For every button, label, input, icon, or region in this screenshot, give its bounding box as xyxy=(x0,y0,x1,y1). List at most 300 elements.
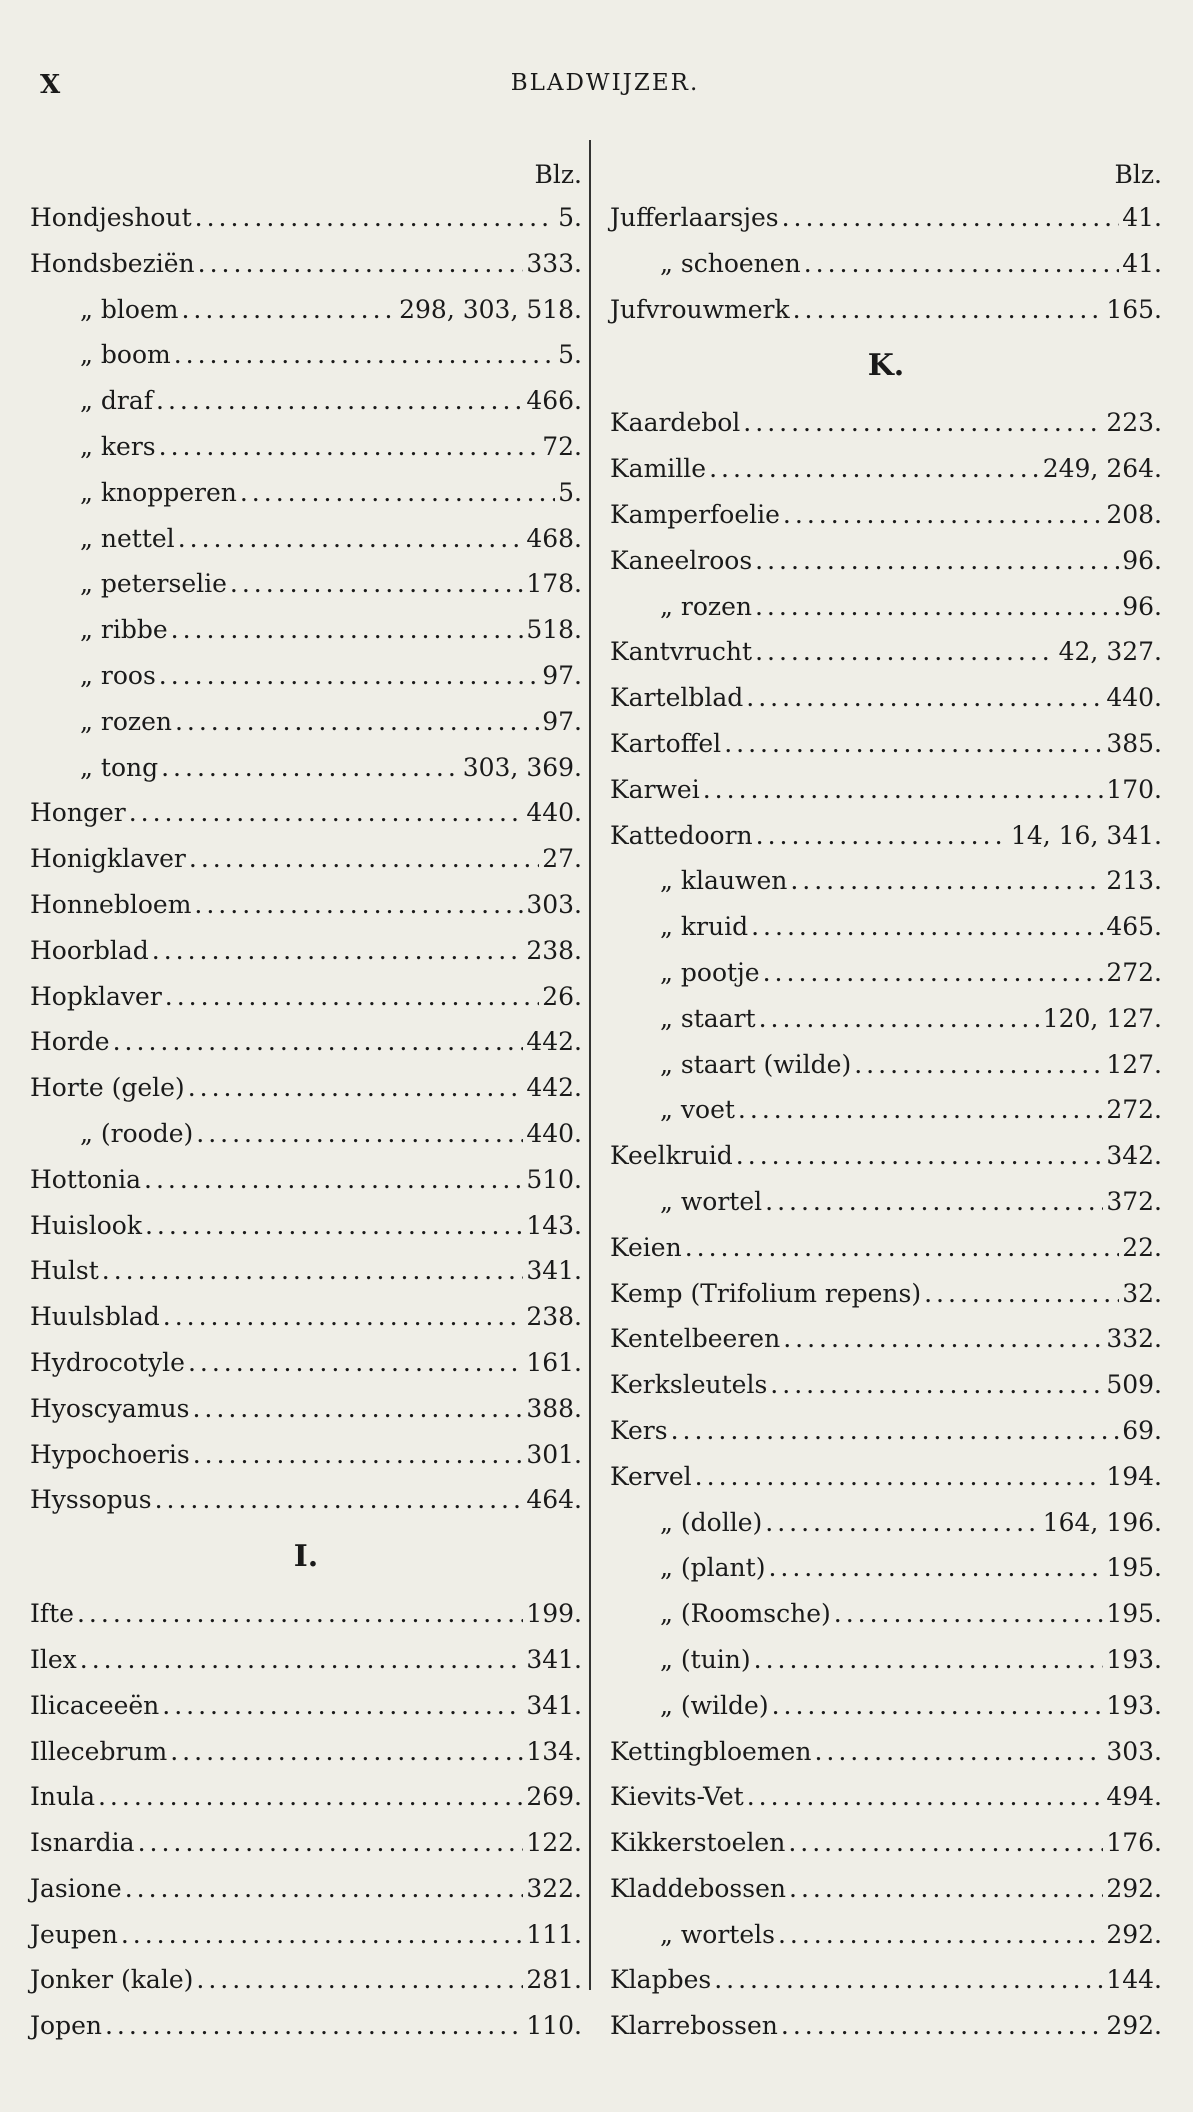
entry-term: Keien xyxy=(610,1232,682,1262)
entry-pages: 223. xyxy=(1106,408,1162,438)
index-entry xyxy=(30,1019,582,1065)
dot-leader xyxy=(138,1820,524,1866)
entry-term: Kievits-Vet xyxy=(610,1782,744,1812)
index-entry xyxy=(610,400,1162,446)
entry-pages: 97. xyxy=(542,660,582,690)
entry-term: Kers xyxy=(610,1415,668,1445)
index-entry xyxy=(610,1545,1162,1591)
entry-pages: 509. xyxy=(1106,1370,1162,1400)
entry-term: Kamperfoelie xyxy=(610,499,780,529)
index-entry xyxy=(610,1179,1162,1225)
index-entry xyxy=(610,950,1162,996)
entry-term: Karwei xyxy=(610,774,700,804)
index-entry xyxy=(30,332,582,378)
index-entry xyxy=(610,675,1162,721)
index-entry xyxy=(610,1866,1162,1912)
entry-pages: 292. xyxy=(1106,1919,1162,1949)
entry-term: Jonker (kale) xyxy=(30,1965,194,1995)
entry-pages: 96. xyxy=(1122,545,1162,575)
entry-term: „ (wilde) xyxy=(660,1690,769,1720)
dot-leader xyxy=(671,1408,1120,1454)
entry-pages: 42, 327. xyxy=(1058,637,1162,667)
entry-pages: 272. xyxy=(1106,957,1162,987)
dot-leader xyxy=(156,378,523,424)
entry-term: Hulst xyxy=(30,1256,99,1286)
entry-term: „ pootje xyxy=(660,957,760,987)
dot-leader xyxy=(770,1362,1103,1408)
entry-pages: 22. xyxy=(1122,1232,1162,1262)
entry-term: Huulsblad xyxy=(30,1302,160,1332)
entry-pages: 208. xyxy=(1106,499,1162,529)
entry-pages: 5. xyxy=(558,340,582,370)
entry-term: Jasione xyxy=(30,1873,122,1903)
index-entry xyxy=(610,1683,1162,1729)
dot-leader xyxy=(193,1432,524,1478)
index-entry xyxy=(30,1866,582,1912)
dot-leader xyxy=(171,607,524,653)
entry-pages: 341. xyxy=(526,1644,582,1674)
dot-leader xyxy=(161,745,460,791)
entry-pages: 5. xyxy=(558,203,582,232)
entry-pages: 111. xyxy=(526,1919,582,1949)
entry-pages: 32. xyxy=(1122,1278,1162,1308)
dot-leader xyxy=(782,195,1120,241)
dot-leader xyxy=(152,928,524,974)
entry-pages: 120, 127. xyxy=(1042,1003,1162,1033)
dot-leader xyxy=(195,195,556,241)
entry-term: Isnardia xyxy=(30,1828,135,1858)
index-entry xyxy=(610,1820,1162,1866)
entry-pages: 342. xyxy=(1106,1141,1162,1171)
entry-pages: 494. xyxy=(1106,1782,1162,1812)
entry-term: „ (plant) xyxy=(660,1553,766,1583)
index-entry xyxy=(30,790,582,836)
entry-term: „ roos xyxy=(80,660,156,690)
dot-leader xyxy=(144,1157,523,1203)
entry-pages: 442. xyxy=(526,1027,582,1057)
dot-leader xyxy=(768,1545,1103,1591)
entry-term: „ voet xyxy=(660,1095,735,1125)
entry-pages: 249, 264. xyxy=(1042,454,1162,484)
dot-leader xyxy=(763,950,1104,996)
dot-leader xyxy=(755,584,1119,630)
dot-leader xyxy=(129,790,524,836)
index-entry xyxy=(610,1042,1162,1088)
page-number: X xyxy=(40,70,61,100)
entry-pages: 303. xyxy=(526,889,582,919)
entry-pages: 332. xyxy=(1106,1324,1162,1354)
entry-term: Jopen xyxy=(30,2011,102,2041)
entry-term: „ tong xyxy=(80,752,159,782)
index-entry xyxy=(610,1087,1162,1133)
entry-term: „ wortel xyxy=(660,1186,763,1216)
index-entry xyxy=(610,996,1162,1042)
entry-term: Kemp (Trifolium repens) xyxy=(610,1278,922,1308)
index-entry xyxy=(30,1637,582,1683)
index-entry xyxy=(610,629,1162,675)
entry-pages: 72. xyxy=(542,431,582,461)
index-entry xyxy=(610,241,1162,287)
entry-term: Horte (gele) xyxy=(30,1073,185,1103)
entry-pages: 464. xyxy=(526,1485,582,1515)
entry-term: Jeupen xyxy=(30,1919,118,1949)
index-entry xyxy=(610,1774,1162,1820)
entry-pages: 292. xyxy=(1106,1873,1162,1903)
dot-leader xyxy=(765,1500,1039,1546)
dot-leader xyxy=(155,1477,524,1523)
index-entry xyxy=(30,1248,582,1294)
dot-leader xyxy=(77,1591,523,1637)
index-entry xyxy=(30,1386,582,1432)
dot-leader xyxy=(788,1820,1103,1866)
index-entry xyxy=(30,745,582,791)
index-entry xyxy=(30,1729,582,1775)
entry-pages: 97. xyxy=(542,706,582,736)
entry-term: Hypochoeris xyxy=(30,1439,190,1469)
dot-leader xyxy=(747,1774,1104,1820)
index-entry xyxy=(30,561,582,607)
left-entries-bottom xyxy=(30,1591,582,2049)
entry-term: Kikkerstoelen xyxy=(610,1828,786,1858)
entry-pages: 143. xyxy=(526,1210,582,1240)
entry-pages: 341. xyxy=(526,1690,582,1720)
entry-term: „ (dolle) xyxy=(660,1507,763,1537)
index-entry xyxy=(30,607,582,653)
entry-pages: 194. xyxy=(1106,1461,1162,1491)
dot-leader xyxy=(685,1225,1120,1271)
entry-term: Hottonia xyxy=(30,1164,141,1194)
dot-leader xyxy=(834,1591,1104,1637)
dot-leader xyxy=(783,492,1103,538)
dot-leader xyxy=(714,1957,1103,2003)
entry-term: Kettingbloemen xyxy=(610,1736,812,1766)
entry-pages: 178. xyxy=(526,569,582,599)
index-entry xyxy=(30,241,582,287)
entry-pages: 388. xyxy=(526,1393,582,1423)
dot-leader xyxy=(192,1386,523,1432)
entry-pages: 195. xyxy=(1106,1553,1162,1583)
entry-term: Hyssopus xyxy=(30,1485,152,1515)
dot-leader xyxy=(755,629,1056,675)
index-entry xyxy=(30,836,582,882)
dot-leader xyxy=(814,1729,1103,1775)
page-header xyxy=(40,70,1170,110)
entry-term: Kaneelroos xyxy=(610,545,753,575)
entry-term: „ (tuin) xyxy=(660,1644,751,1674)
index-entry xyxy=(610,287,1162,333)
entry-pages: 303, 369. xyxy=(462,752,582,782)
index-entry xyxy=(610,1454,1162,1500)
entry-pages: 440. xyxy=(526,798,582,828)
entry-term: „ kers xyxy=(80,431,156,461)
dot-leader xyxy=(772,1683,1104,1729)
dot-leader xyxy=(240,470,555,516)
entry-term: Ilicaceeën xyxy=(30,1690,160,1720)
entry-term: Hondsbeziën xyxy=(30,248,195,278)
entry-pages: 165. xyxy=(1106,294,1162,324)
index-entry xyxy=(610,584,1162,630)
index-entry xyxy=(30,1203,582,1249)
dot-leader xyxy=(188,1065,524,1111)
index-entry xyxy=(610,1591,1162,1637)
dot-leader xyxy=(230,561,523,607)
dot-leader xyxy=(789,1866,1103,1912)
dot-leader xyxy=(165,974,539,1020)
entry-pages: 466. xyxy=(526,386,582,416)
entry-term: „ ribbe xyxy=(80,615,168,645)
dot-leader xyxy=(793,287,1104,333)
index-entry xyxy=(610,904,1162,950)
entry-term: „ (Roomsche) xyxy=(660,1599,831,1629)
dot-leader xyxy=(746,675,1103,721)
left-entries-top xyxy=(30,195,582,1523)
dot-leader xyxy=(738,1087,1103,1133)
dot-leader xyxy=(854,1042,1103,1088)
section-letter-k: K. xyxy=(867,348,905,384)
entry-term: Horde xyxy=(30,1027,110,1057)
column-divider xyxy=(589,140,591,1990)
dot-leader xyxy=(783,1316,1103,1362)
dot-leader xyxy=(778,1912,1103,1958)
dot-leader xyxy=(759,996,1040,1042)
dot-leader xyxy=(751,904,1103,950)
entry-term: „ (roode) xyxy=(80,1118,194,1148)
entry-term: Hydrocotyle xyxy=(30,1347,185,1377)
index-entry xyxy=(30,1432,582,1478)
entry-pages: 170. xyxy=(1106,774,1162,804)
dot-leader xyxy=(703,767,1104,813)
entry-term: Keelkruid xyxy=(610,1141,733,1171)
entry-term: „ rozen xyxy=(660,591,752,621)
right-index-column xyxy=(610,155,1162,2049)
entry-pages: 272. xyxy=(1106,1095,1162,1125)
dot-leader xyxy=(781,2003,1103,2049)
dot-leader xyxy=(709,446,1040,492)
entry-term: „ draf xyxy=(80,386,154,416)
section-letter-i: I. xyxy=(293,1539,319,1575)
entry-pages: 372. xyxy=(1106,1186,1162,1216)
index-entry xyxy=(610,1957,1162,2003)
entry-term: Kartoffel xyxy=(610,728,722,758)
entry-term: „ klauwen xyxy=(660,866,788,896)
entry-term: „ nettel xyxy=(80,523,175,553)
entry-term: Honnebloem xyxy=(30,889,192,919)
entry-pages: 465. xyxy=(1106,912,1162,942)
index-entry xyxy=(30,424,582,470)
entry-term: Honger xyxy=(30,798,126,828)
right-entries-bottom xyxy=(610,400,1162,2049)
index-entry xyxy=(30,2003,582,2049)
entry-pages: 442. xyxy=(526,1073,582,1103)
running-title: BLADWIJZER. xyxy=(510,70,700,96)
entry-pages: 440. xyxy=(1106,683,1162,713)
dot-leader xyxy=(121,1912,524,1958)
dot-leader xyxy=(162,1683,523,1729)
index-entry xyxy=(610,1500,1162,1546)
dot-leader xyxy=(80,1637,524,1683)
entry-term: Klarrebossen xyxy=(610,2011,778,2041)
index-entry xyxy=(30,516,582,562)
index-entry xyxy=(30,1912,582,1958)
index-entry xyxy=(30,1591,582,1637)
blz-label: Blz. xyxy=(1114,160,1162,189)
entry-term: Hondjeshout xyxy=(30,203,192,232)
dot-leader xyxy=(189,836,539,882)
entry-pages: 193. xyxy=(1106,1690,1162,1720)
index-entry xyxy=(30,1683,582,1729)
entry-term: „ schoenen xyxy=(660,248,801,278)
entry-pages: 298, 303, 518. xyxy=(399,294,582,324)
entry-term: Kattedoorn xyxy=(610,820,753,850)
entry-pages: 5. xyxy=(558,477,582,507)
dot-leader xyxy=(743,400,1103,446)
entry-pages: 468. xyxy=(526,523,582,553)
dot-leader xyxy=(695,1454,1104,1500)
entry-pages: 385. xyxy=(1106,728,1162,758)
entry-pages: 333. xyxy=(526,248,582,278)
index-entry xyxy=(610,813,1162,859)
dot-leader xyxy=(754,1637,1104,1683)
index-entry xyxy=(610,195,1162,241)
index-entry xyxy=(610,1316,1162,1362)
index-entry xyxy=(610,2003,1162,2049)
entry-pages: 213. xyxy=(1106,866,1162,896)
dot-leader xyxy=(145,1203,523,1249)
entry-term: Kladdebossen xyxy=(610,1873,786,1903)
entry-term: Honigklaver xyxy=(30,844,186,874)
dot-leader xyxy=(98,1774,523,1820)
index-entry xyxy=(30,378,582,424)
entry-term: Jufferlaarsjes xyxy=(610,203,779,232)
entry-term: Ifte xyxy=(30,1599,74,1629)
dot-leader xyxy=(181,287,396,333)
index-entry xyxy=(610,1912,1162,1958)
entry-term: „ kruid xyxy=(660,912,749,942)
index-entry xyxy=(610,1271,1162,1317)
entry-term: „ knopperen xyxy=(80,477,237,507)
index-entry xyxy=(30,699,582,745)
entry-term: „ wortels xyxy=(660,1919,775,1949)
dot-leader xyxy=(924,1271,1119,1317)
index-entry xyxy=(30,1065,582,1111)
index-entry xyxy=(610,1362,1162,1408)
entry-term: Hyoscyamus xyxy=(30,1393,190,1423)
entry-pages: 69. xyxy=(1122,1415,1162,1445)
blz-label: Blz. xyxy=(534,160,582,189)
entry-pages: 27. xyxy=(542,844,582,874)
index-entry xyxy=(30,974,582,1020)
index-entry xyxy=(610,1408,1162,1454)
entry-pages: 518. xyxy=(526,615,582,645)
dot-leader xyxy=(194,882,523,928)
dot-leader xyxy=(163,1294,524,1340)
index-entry xyxy=(610,721,1162,767)
entry-term: „ bloem xyxy=(80,294,179,324)
entry-pages: 41. xyxy=(1122,203,1162,232)
entry-pages: 195. xyxy=(1106,1599,1162,1629)
entry-pages: 301. xyxy=(526,1439,582,1469)
dot-leader xyxy=(188,1340,523,1386)
dot-leader xyxy=(174,332,555,378)
dot-leader xyxy=(125,1866,524,1912)
index-entry xyxy=(610,446,1162,492)
entry-pages: 41. xyxy=(1122,248,1162,278)
index-entry xyxy=(610,1637,1162,1683)
entry-pages: 193. xyxy=(1106,1644,1162,1674)
dot-leader xyxy=(159,653,539,699)
index-entry xyxy=(30,1774,582,1820)
entry-term: Kentelbeeren xyxy=(610,1324,781,1354)
entry-pages: 127. xyxy=(1106,1049,1162,1079)
index-entry xyxy=(610,1133,1162,1179)
dot-leader xyxy=(175,699,539,745)
entry-pages: 26. xyxy=(542,981,582,1011)
entry-term: „ staart xyxy=(660,1003,756,1033)
entry-term: Kervel xyxy=(610,1461,692,1491)
entry-term: Hopklaver xyxy=(30,981,162,1011)
entry-pages: 281. xyxy=(526,1965,582,1995)
entry-term: Kantvrucht xyxy=(610,637,753,667)
dot-leader xyxy=(724,721,1103,767)
index-entry xyxy=(30,1477,582,1523)
entry-term: Illecebrum xyxy=(30,1736,168,1766)
index-entry xyxy=(30,287,582,333)
entry-pages: 122. xyxy=(526,1828,582,1858)
index-entry xyxy=(30,1820,582,1866)
entry-term: Klapbes xyxy=(610,1965,712,1995)
dot-leader xyxy=(113,1019,524,1065)
dot-leader xyxy=(765,1179,1103,1225)
entry-term: Inula xyxy=(30,1782,95,1812)
dot-leader xyxy=(755,538,1119,584)
entry-term: „ staart (wilde) xyxy=(660,1049,852,1079)
dot-leader xyxy=(736,1133,1104,1179)
index-entry xyxy=(30,1111,582,1157)
dot-leader xyxy=(804,241,1120,287)
dot-leader xyxy=(196,1111,523,1157)
entry-pages: 292. xyxy=(1106,2011,1162,2041)
left-index-column xyxy=(30,155,582,2049)
index-entry xyxy=(30,1294,582,1340)
dot-leader xyxy=(790,858,1103,904)
entry-term: „ rozen xyxy=(80,706,172,736)
entry-pages: 110. xyxy=(526,2011,582,2041)
dot-leader xyxy=(102,1248,524,1294)
index-entry xyxy=(610,767,1162,813)
entry-term: Kartelblad xyxy=(610,683,744,713)
entry-pages: 164, 196. xyxy=(1042,1507,1162,1537)
dot-leader xyxy=(170,1729,523,1775)
dot-leader xyxy=(178,516,524,562)
dot-leader xyxy=(196,1957,523,2003)
entry-pages: 341. xyxy=(526,1256,582,1286)
entry-term: Kamille xyxy=(610,454,707,484)
entry-term: Hoorblad xyxy=(30,935,149,965)
index-entry xyxy=(610,538,1162,584)
entry-pages: 144. xyxy=(1106,1965,1162,1995)
entry-pages: 440. xyxy=(526,1118,582,1148)
index-entry xyxy=(30,882,582,928)
index-entry xyxy=(610,1225,1162,1271)
entry-term: „ boom xyxy=(80,340,171,370)
entry-pages: 161. xyxy=(526,1347,582,1377)
index-entry xyxy=(30,928,582,974)
entry-pages: 269. xyxy=(526,1782,582,1812)
dot-leader xyxy=(105,2003,523,2049)
dot-leader xyxy=(756,813,1008,859)
index-entry xyxy=(30,1957,582,2003)
index-entry xyxy=(610,858,1162,904)
